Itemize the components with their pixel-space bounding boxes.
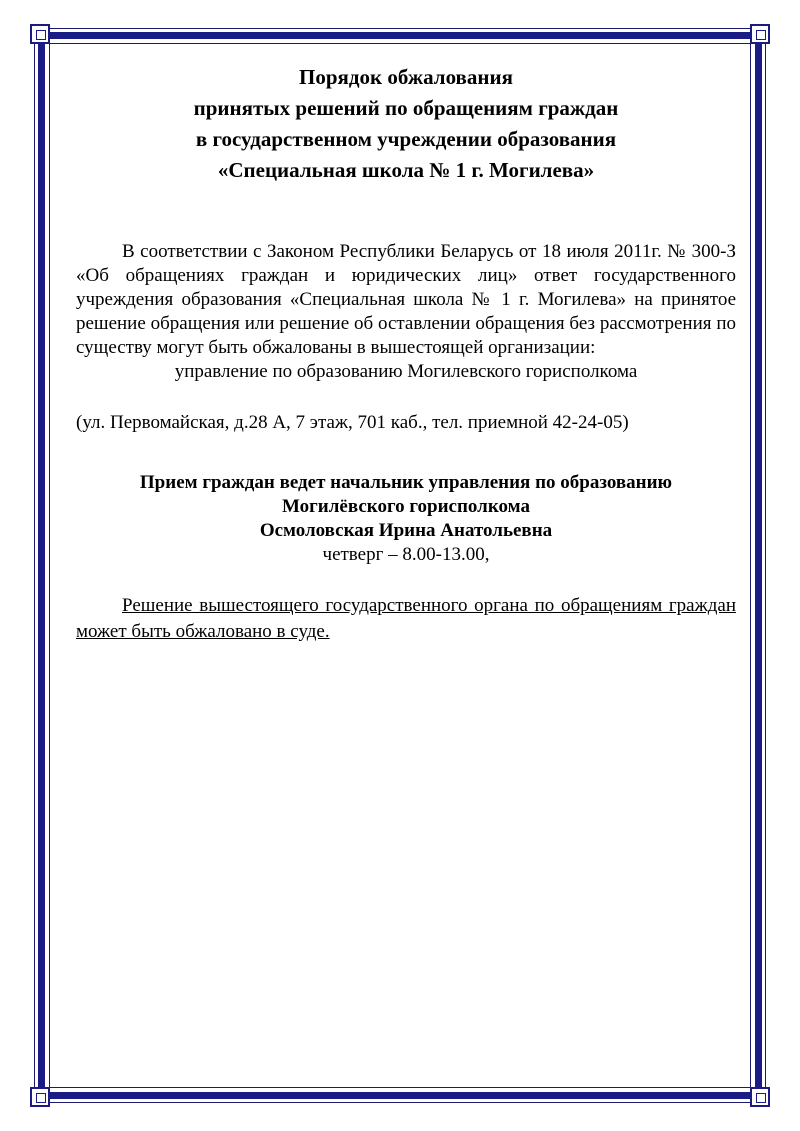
title-line-4: «Специальная школа № 1 г. Могилева»: [217, 158, 595, 182]
title-line-3: в государственном учреждении образования: [195, 127, 617, 151]
legal-basis-paragraph: В соответствии с Законом Республики Беларусь от 18 июля 2011г. № 300-З «Об обращениях граждан и юридических лиц» ответ государственного учреждения образования «Специальная школа № 1 г. Могилева» на принятое решение обращения или решение об оставлении обращения без рассмотрения по существу могут быть обжалованы в вышестоящей организации:: [76, 241, 736, 358]
corner-ornament-bottom-right: [750, 1087, 770, 1107]
title-line-1: Порядок обжалования: [299, 65, 513, 89]
title-line-2: принятых решений по обращениям граждан: [193, 96, 619, 120]
corner-ornament-top-left: [30, 24, 50, 44]
official-name: Осмоловская Ирина Анатольевна: [259, 520, 553, 541]
reception-line-1: Прием граждан ведет начальник управления по образованию: [139, 472, 673, 493]
corner-ornament-top-right: [750, 24, 770, 44]
reception-schedule: четверг – 8.00-13.00,: [322, 544, 490, 565]
organization-address: (ул. Первомайская, д.28 А, 7 этаж, 701 каб., тел. приемной 42-24-05): [76, 412, 629, 433]
higher-organization: управление по образованию Могилевского горисполкома: [174, 361, 638, 382]
document-body: [76, 62, 736, 645]
reception-info: [76, 471, 736, 567]
reception-line-2: Могилёвского горисполкома: [282, 496, 530, 517]
document-title: [76, 62, 736, 186]
corner-ornament-bottom-left: [30, 1087, 50, 1107]
court-appeal-note: Решение вышестоящего государственного органа по обращениям граждан может быть обжаловано в суде.: [76, 595, 736, 642]
